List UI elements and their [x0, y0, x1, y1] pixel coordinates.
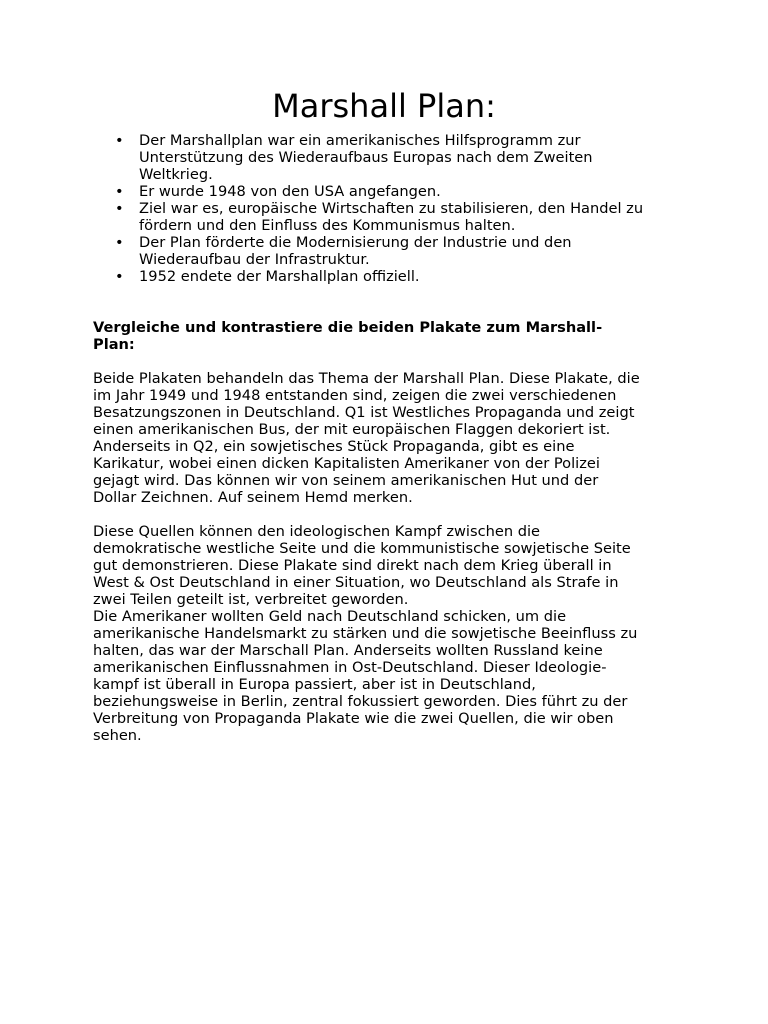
paragraph-line: sehen. [93, 727, 142, 744]
bullet-icon: • [115, 268, 124, 285]
paragraph-line: demokratische westliche Seite und die kommunistische sowjetische Seite [93, 540, 631, 557]
bullet-text-line: Ziel war es, europäische Wirtschaften zu stabilisieren, den Handel zu [139, 200, 644, 217]
paragraph-line: Die Amerikaner wollten Geld nach Deutschland schicken, um die [93, 608, 567, 625]
bullet-list [93, 132, 683, 285]
paragraph-line: gejagt wird. Das können wir von seinem amerikanischen Hut und der [93, 472, 599, 489]
bullet-icon: • [115, 200, 124, 217]
section-heading-line: Vergleiche und kontrastiere die beiden Plakate zum Marshall- [93, 319, 603, 336]
bullet-item-5 [93, 268, 683, 285]
paragraph-line: Diese Quellen können den ideologischen Kampf zwischen die [93, 523, 541, 540]
bullet-icon: • [115, 132, 124, 149]
paragraph-line: Besatzungszonen in Deutschland. Q1 ist Westliches Propaganda und zeigt [93, 404, 635, 421]
section-heading [93, 319, 653, 353]
bullet-icon: • [115, 183, 124, 200]
paragraph-line: amerikanische Handelsmarkt zu stärken und die sowjetische Beeinfluss zu [93, 625, 638, 642]
paragraph-line: Anderseits in Q2, ein sowjetisches Stück Propaganda, gibt es eine [93, 438, 575, 455]
bullet-icon: • [115, 234, 124, 251]
bullet-text-line: fördern und den Einfluss des Kommunismus halten. [139, 217, 516, 234]
page-title: Marshall Plan: [272, 87, 496, 125]
bullet-item-4 [93, 234, 683, 268]
bullet-text-line: 1952 endete der Marshallplan offiziell. [139, 268, 420, 285]
paragraph-comparison [93, 370, 683, 506]
paragraph-line: Karikatur, wobei einen dicken Kapitalisten Amerikaner von der Polizei [93, 455, 600, 472]
bullet-text-line: Er wurde 1948 von den USA angefangen. [139, 183, 441, 200]
bullet-item-3 [93, 200, 683, 234]
paragraph-line: Beide Plakaten behandeln das Thema der Marshall Plan. Diese Plakate, die [93, 370, 640, 387]
paragraph-line: West & Ost Deutschland in einer Situation, wo Deutschland als Strafe in [93, 574, 619, 591]
bullet-text-line: Unterstützung des Wiederaufbaus Europas nach dem Zweiten [139, 149, 593, 166]
bullet-text-line: Der Marshallplan war ein amerikanisches Hilfsprogramm zur [139, 132, 581, 149]
paragraph-line: kampf ist überall in Europa passiert, aber ist in Deutschland, [93, 676, 536, 693]
paragraph-line: Dollar Zeichnen. Auf seinem Hemd merken. [93, 489, 413, 506]
paragraph-line: zwei Teilen geteilt ist, verbreitet geworden. [93, 591, 409, 608]
bullet-text-line: Weltkrieg. [139, 166, 213, 183]
section-heading-line: Plan: [93, 336, 135, 353]
paragraph-line: Verbreitung von Propaganda Plakate wie die zwei Quellen, die wir oben [93, 710, 614, 727]
paragraph-line: gut demonstrieren. Diese Plakate sind direkt nach dem Krieg überall in [93, 557, 612, 574]
paragraph-line: einen amerikanischen Bus, der mit europäischen Flaggen dekoriert ist. [93, 421, 611, 438]
bullet-text-line: Der Plan förderte die Modernisierung der Industrie und den [139, 234, 572, 251]
paragraph-line: amerikanischen Einflussnahmen in Ost-Deutschland. Dieser Ideologie- [93, 659, 607, 676]
bullet-text-line: Wiederaufbau der Infrastruktur. [139, 251, 370, 268]
bullet-item-2 [93, 183, 683, 200]
paragraph-ideology [93, 523, 683, 608]
paragraph-context [93, 608, 683, 744]
paragraph-line: beziehungsweise in Berlin, zentral fokussiert geworden. Dies führt zu der [93, 693, 628, 710]
bullet-item-1 [93, 132, 683, 183]
paragraph-line: im Jahr 1949 und 1948 entstanden sind, zeigen die zwei verschiedenen [93, 387, 617, 404]
paragraph-line: halten, das war der Marschall Plan. Anderseits wollten Russland keine [93, 642, 603, 659]
